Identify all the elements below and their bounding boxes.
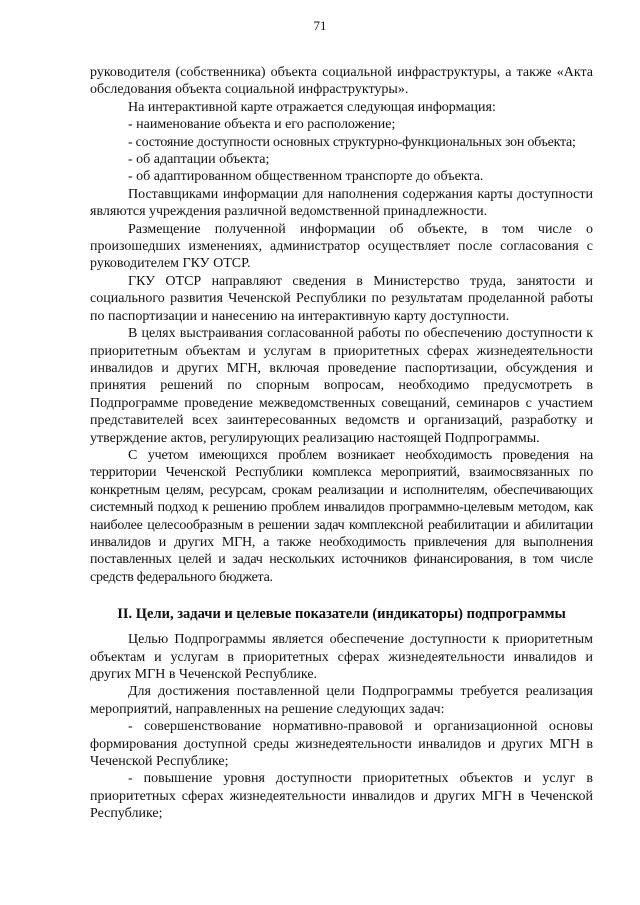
paragraph-tasks-intro: Для достижения поставленной цели Подпрограммы требуется реализация мероприятий, направленных на решение следующих задач: [90,684,593,717]
paragraph-goal: Целью Подпрограммы является обеспечение доступности к приоритетным объектам и услугам в приоритетных сферах жизнедеятельности инвалидов и других МГН в Чеченской Республике. [90,632,593,682]
paragraph-coordinated-work: В целях выстраивания согласованной работы по обеспечению доступности к приоритетным объектам и услугам в приоритетных сферах жизнедеятельности инвалидов и других МГН, включая проведение паспортизации, обсуждения и принятия решений по спорным вопросам, необходимо предусмотреть в Подпрограмме проведение межведомственных совещаний, семинаров с участием представителей всех заинтересованных ведомств и организаций, разработку и утверждение актов, регулирующих реализацию настоящей Подпрограммы. [90,326,593,446]
list-item-object-adaptation: - об адаптации объекта; [128,152,270,168]
page-number: 71 [313,18,327,33]
list-item-public-transport: - об адаптированном общественном транспорте до объекта. [128,169,484,185]
paragraph-continuation: руководителя (собственника) объекта социальной инфраструктуры, а также «Акта обследования объекта социальной инфраструктуры». [90,65,593,98]
paragraph-info-providers: Поставщиками информации для наполнения содержания карты доступности являются учреждения различной ведомственной принадлежности. [90,186,593,220]
list-item-object-name: - наименование объекта и его расположение; [128,117,396,133]
paragraph-info-placement: Размещение полученной информации об объекте, в том числе о произошедших изменениях, администратор осуществляет после согласования с руководителем ГКУ ОТСР. [90,221,593,272]
paragraph-map-info-intro: На интерактивной карте отражается следующая информация: [128,99,496,115]
section-heading: II. Цели, задачи и целевые показатели (индикаторы) подпрограммы [117,606,566,623]
list-item-task-accessibility-level: - повышение уровня доступности приоритетных объектов и услуг в приоритетных сферах жизнедеятельности инвалидов и других МГН в Чеченской Республике; [90,771,593,822]
document-body [90,64,593,823]
list-item-zone-accessibility: - состояние доступности основных структурно-функциональных зон объекта; [128,134,576,150]
paragraph-gku-otsr: ГКУ ОТСР направляют сведения в Министерство труда, занятости и социального развития Чеченской Республики по результатам проделанной работы по паспортизации и нанесению на интерактивную карту доступности. [90,273,593,324]
list-item-task-legal-framework: - совершенствование нормативно-правовой и организационной основы формирования доступной среды жизнедеятельности инвалидов и других МГН в Чеченской Республике; [90,719,593,770]
paragraph-problems: С учетом имеющихся проблем возникает необходимость проведения на территории Чеченской Республики комплекса мероприятий, взаимосвязанных по конкретным целям, ресурсам, срокам реализации и исполнителям, обеспечивающих системный подход к решению проблем инвалидов программно-целевым методом, как наиболее целесообразным в решении задач комплексной реабилитации и абилитации инвалидов и других МГН, а также необходимость привлечения для выполнения поставленных целей и задач нескольких источников финансирования, в том числе средств федерального бюджета. [90,447,593,585]
